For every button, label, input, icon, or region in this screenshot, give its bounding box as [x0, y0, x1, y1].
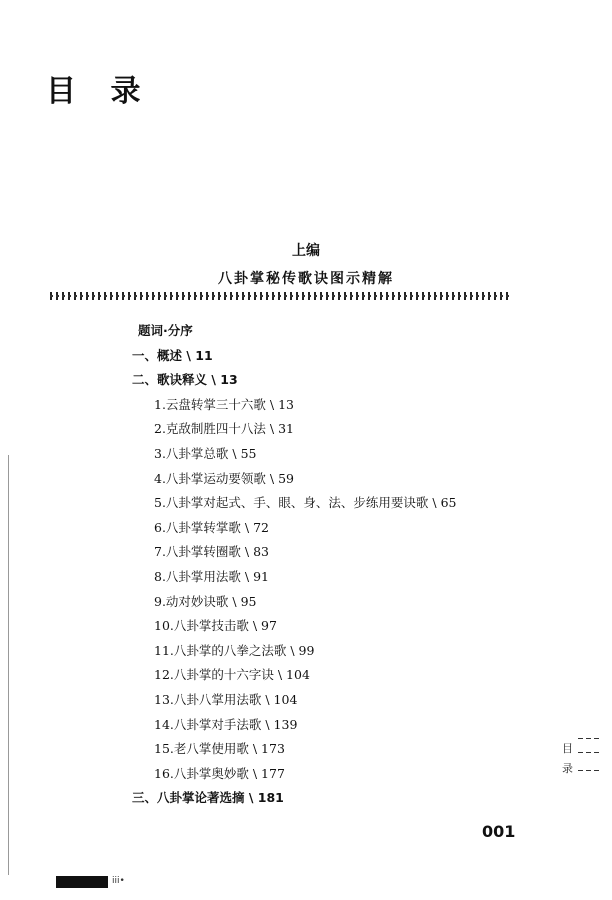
toc-entry: 12.八卦掌的十六字诀 \ 104	[154, 667, 310, 683]
toc-entry: 6.八卦掌转掌歌 \ 72	[154, 519, 269, 535]
toc-entry: 5.八卦掌对起式、手、眼、身、法、步练用要诀歌 \ 65	[154, 495, 457, 511]
page-title: 目 录	[46, 74, 153, 109]
toc-entry: 16.八卦掌奥妙歌 \ 177	[154, 765, 285, 781]
footer-mark	[56, 876, 108, 888]
toc-entry: 题词·分序	[138, 323, 193, 338]
toc-entry: 二、歌诀释义 \ 13	[132, 372, 238, 388]
toc-entry: 2.克敌制胜四十八法 \ 31	[154, 421, 294, 437]
toc-entry: 一、概述 \ 11	[132, 347, 213, 363]
toc-entry: 三、八卦掌论著选摘 \ 181	[132, 790, 284, 806]
section-label: 上编	[292, 243, 320, 259]
toc-entry: 10.八卦掌技击歌 \ 97	[154, 618, 277, 634]
side-tab-char: 录	[562, 762, 573, 775]
footer-text: iii•	[112, 876, 125, 886]
toc-entry: 9.动对妙诀歌 \ 95	[154, 593, 257, 609]
toc-entry: 14.八卦掌对手法歌 \ 139	[154, 716, 298, 732]
side-tab-dash	[578, 738, 602, 739]
toc-entry: 13.八卦八掌用法歌 \ 104	[154, 692, 298, 707]
side-tab-dash	[578, 770, 602, 771]
toc-entry: 7.八卦掌转圈歌 \ 83	[154, 544, 269, 560]
toc-entry: 4.八卦掌运动要领歌 \ 59	[154, 470, 294, 486]
toc-entry: 11.八卦掌的八拳之法歌 \ 99	[154, 642, 315, 658]
toc-entry: 8.八卦掌用法歌 \ 91	[154, 569, 269, 584]
section-divider	[50, 292, 510, 300]
side-tab-char: 目	[562, 742, 573, 755]
scan-edge-line	[8, 455, 9, 875]
page-number: 001	[482, 822, 516, 841]
toc-entry: 3.八卦掌总歌 \ 55	[154, 446, 257, 461]
side-tab	[556, 730, 602, 782]
section-subtitle: 八卦掌秘传歌诀图示精解	[218, 271, 394, 287]
toc-entry: 1.云盘转掌三十六歌 \ 13	[154, 396, 294, 412]
toc-entry: 15.老八掌使用歌 \ 173	[154, 741, 285, 757]
side-tab-dash	[578, 752, 602, 753]
